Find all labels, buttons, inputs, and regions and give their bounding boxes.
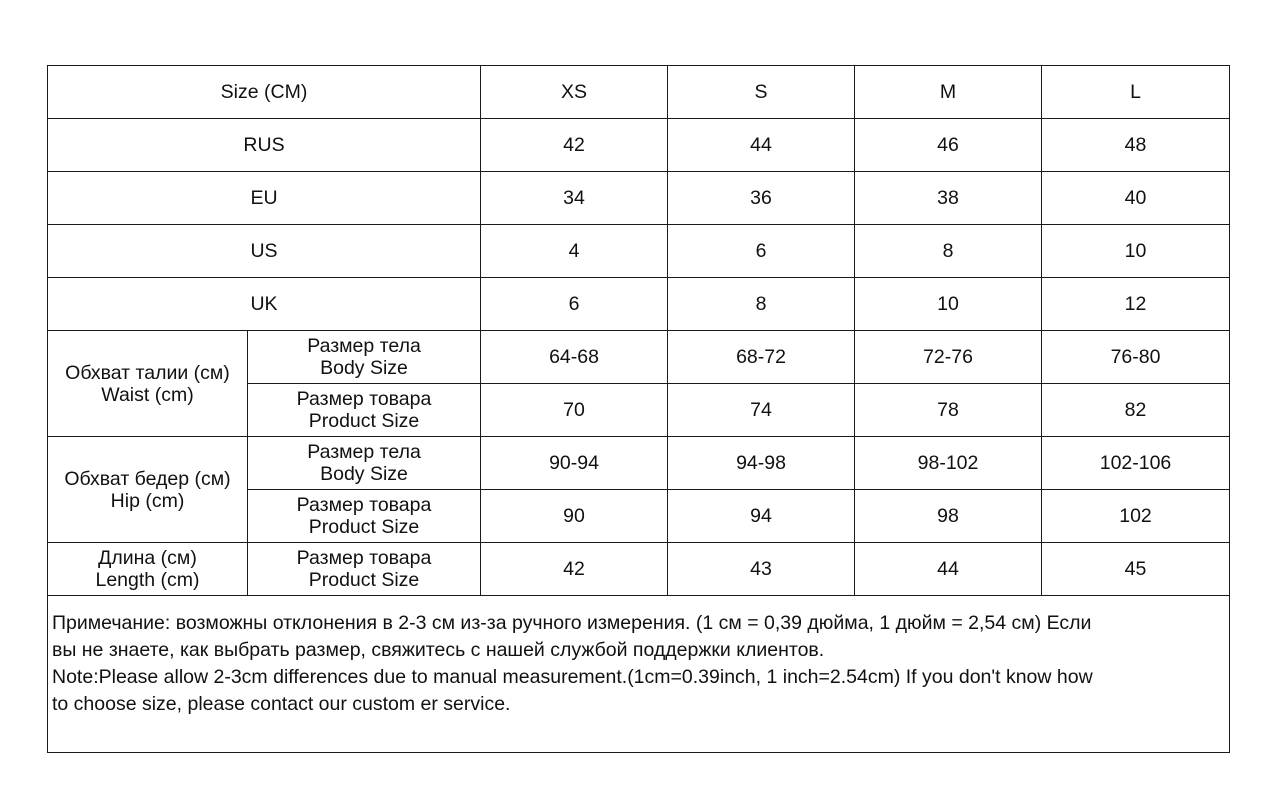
table-cell: 90-94 — [481, 437, 668, 490]
table-cell: 10 — [1042, 225, 1230, 278]
hip-label-en: Hip (cm) — [110, 489, 185, 512]
table-cell: 68-72 — [668, 331, 855, 384]
body-size-label-en: Body Size — [320, 357, 408, 379]
body-size-label-ru: Размер тела — [307, 335, 421, 357]
table-cell: 102-106 — [1042, 437, 1230, 490]
table-cell: 40 — [1042, 172, 1230, 225]
table-row — [48, 172, 1230, 225]
note-en-line-1: Note:Please allow 2-3cm differences due to manual measurement.(1cm=0.39inch, 1 inch=2.54cm) If you don't know how — [52, 666, 1093, 688]
hip-label-ru: Обхват бедер (см) — [64, 467, 231, 490]
waist-label-ru: Обхват талии (см) — [65, 361, 230, 384]
hip-group-label — [48, 437, 248, 543]
product-size-label-ru: Размер товара — [296, 388, 432, 410]
size-chart — [47, 65, 1229, 753]
note-ru-line-1: Примечание: возможны отклонения в 2-3 см из-за ручного измерения. (1 см = 0,39 дюйма, 1 дюйм = 2,54 см) Если — [52, 612, 1092, 634]
table-cell: 44 — [668, 119, 855, 172]
size-header-l: L — [1042, 66, 1230, 119]
table-cell: 76-80 — [1042, 331, 1230, 384]
table-cell: 42 — [481, 543, 668, 596]
waist-group-label — [48, 331, 248, 437]
table-row — [48, 543, 1230, 596]
table-row — [48, 225, 1230, 278]
table-cell: 42 — [481, 119, 668, 172]
size-header-m: M — [855, 66, 1042, 119]
length-label-en: Length (cm) — [95, 569, 200, 591]
table-cell: 44 — [855, 543, 1042, 596]
table-cell: 48 — [1042, 119, 1230, 172]
table-row — [48, 331, 1230, 384]
body-size-label-en: Body Size — [320, 463, 408, 485]
header-row — [48, 66, 1230, 119]
table-cell: 38 — [855, 172, 1042, 225]
length-product-size-label — [248, 543, 481, 596]
row-label-us: US — [48, 225, 481, 278]
size-header-s: S — [668, 66, 855, 119]
table-cell: 72-76 — [855, 331, 1042, 384]
table-cell: 12 — [1042, 278, 1230, 331]
product-size-label-en: Product Size — [308, 410, 420, 432]
table-cell: 46 — [855, 119, 1042, 172]
table-cell: 94-98 — [668, 437, 855, 490]
table-cell: 98 — [855, 490, 1042, 543]
table-row — [48, 119, 1230, 172]
size-table — [47, 65, 1230, 753]
row-label-rus: RUS — [48, 119, 481, 172]
body-size-label-ru: Размер тела — [307, 441, 421, 463]
hip-product-size-label — [248, 490, 481, 543]
table-cell: 102 — [1042, 490, 1230, 543]
table-cell: 70 — [481, 384, 668, 437]
waist-product-size-label — [248, 384, 481, 437]
note-ru-line-2: вы не знаете, как выбрать размер, свяжитесь с нашей службой поддержки клиентов. — [52, 639, 825, 661]
row-label-eu: EU — [48, 172, 481, 225]
table-cell: 98-102 — [855, 437, 1042, 490]
row-label-uk: UK — [48, 278, 481, 331]
product-size-label-ru: Размер товара — [296, 547, 432, 569]
table-cell: 34 — [481, 172, 668, 225]
table-cell: 78 — [855, 384, 1042, 437]
note-row — [48, 596, 1230, 753]
table-cell: 6 — [481, 278, 668, 331]
table-cell: 74 — [668, 384, 855, 437]
table-cell: 43 — [668, 543, 855, 596]
measurement-note — [48, 596, 1230, 753]
hip-body-size-label — [248, 437, 481, 490]
length-label-ru: Длина (см) — [98, 547, 197, 569]
waist-label-en: Waist (cm) — [101, 383, 194, 406]
table-cell: 10 — [855, 278, 1042, 331]
table-cell: 6 — [668, 225, 855, 278]
table-row — [48, 278, 1230, 331]
table-cell: 64-68 — [481, 331, 668, 384]
size-header-xs: XS — [481, 66, 668, 119]
product-size-label-ru: Размер товара — [296, 494, 432, 516]
product-size-label-en: Product Size — [308, 516, 420, 538]
table-cell: 90 — [481, 490, 668, 543]
table-cell: 82 — [1042, 384, 1230, 437]
table-cell: 4 — [481, 225, 668, 278]
table-cell: 8 — [855, 225, 1042, 278]
table-row — [48, 437, 1230, 490]
table-cell: 36 — [668, 172, 855, 225]
waist-body-size-label — [248, 331, 481, 384]
table-cell: 8 — [668, 278, 855, 331]
table-cell: 45 — [1042, 543, 1230, 596]
header-label: Size (CM) — [48, 66, 481, 119]
table-cell: 94 — [668, 490, 855, 543]
product-size-label-en: Product Size — [308, 569, 420, 591]
length-group-label — [48, 543, 248, 596]
note-en-line-2: to choose size, please contact our custom er service. — [52, 693, 511, 715]
